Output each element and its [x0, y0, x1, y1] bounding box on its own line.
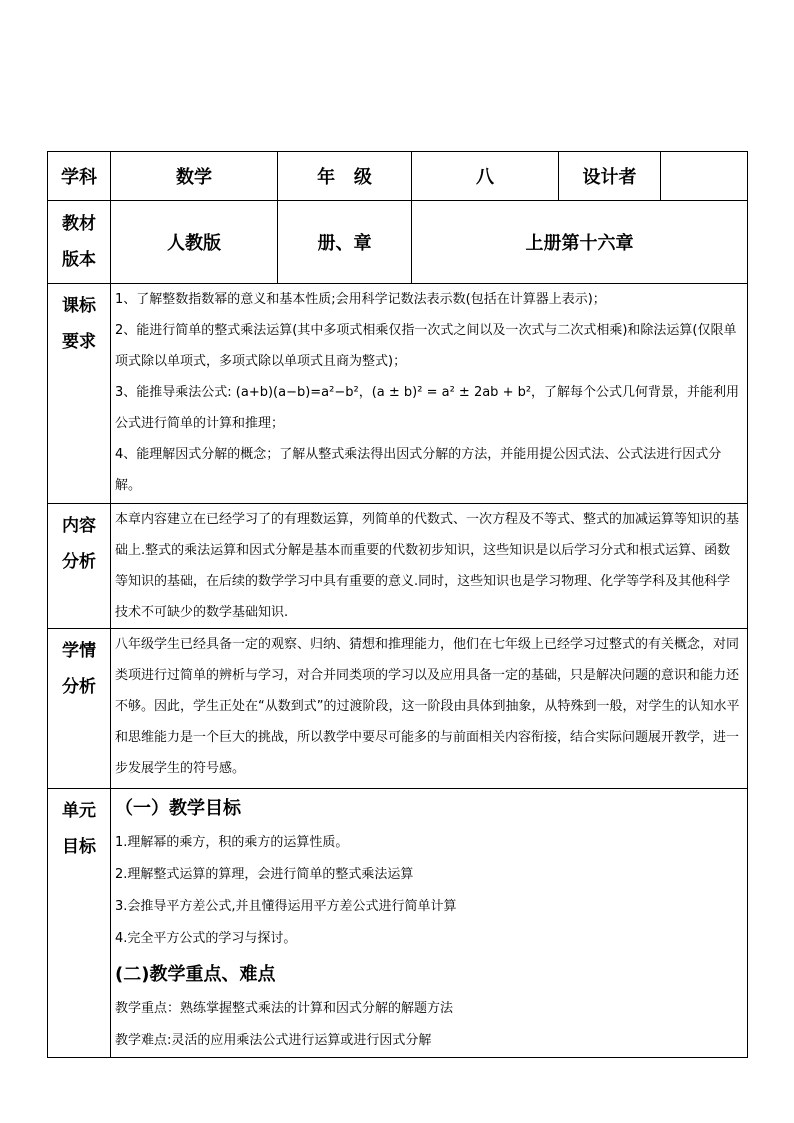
edition-label-line1: 教材 — [62, 214, 96, 234]
goal-item-2: 2.理解整式运算的算理，会进行简单的整式乘法运算 — [115, 867, 414, 882]
standards-label-line2: 要求 — [62, 332, 96, 352]
designer-value — [661, 152, 748, 201]
goal-item-3: 3.会推导平方差公式,并且懂得运用平方差公式进行简单计算 — [115, 899, 457, 914]
content-analysis-text: 本章内容建立在已经学习了的有理数运算，列简单的代数式、一次方程及不等式、整式的加减运算等知识的基础上.整式的乘法运算和因式分解是基本而重要的代数初步知识，这些知识是以后学习分式和根式运算、函数等知识的基础，在后续的数学学习中具有重要的意义.同时，这些知识也是学习物理、化学等学科及其他科学技术不可缺少的数学基础知识. — [111, 504, 748, 629]
student-analysis-label-line1: 学情 — [62, 641, 96, 661]
edition-label — [48, 201, 111, 284]
content-analysis-row — [48, 504, 748, 629]
goal-item-1: 1.理解幂的乘方，积的乘方的运算性质。 — [115, 835, 349, 850]
chapter-label: 册、章 — [278, 201, 412, 284]
standard-item-2: 2、能进行简单的整式乘法运算(其中多项式相乘仅指一次式之间以及一次式与二次式相乘)和除法运算(仅限单项式除以单项式，多项式除以单项式且商为整式)； — [115, 323, 737, 369]
standards-label-line1: 课标 — [62, 296, 96, 316]
grade-value: 八 — [412, 152, 559, 201]
standards-label — [48, 284, 111, 504]
student-analysis-row — [48, 629, 748, 789]
teaching-goals-title: （一）教学目标 — [115, 798, 241, 819]
subject-label: 学科 — [48, 152, 111, 201]
unit-goals-label-line2: 目标 — [62, 837, 96, 857]
grade-label: 年 级 — [278, 152, 412, 201]
unit-goals-label-line1: 单元 — [62, 801, 96, 821]
edition-label-line2: 版本 — [62, 250, 96, 270]
edition-row — [48, 201, 748, 284]
standard-item-4: 4、能理解因式分解的概念；了解从整式乘法得出因式分解的方法，并能用提公因式法、公式法进行因式分解。 — [115, 447, 722, 493]
content-analysis-label — [48, 504, 111, 629]
content-analysis-label-line2: 分析 — [62, 552, 96, 572]
standards-row — [48, 284, 748, 504]
unit-goals-label — [48, 789, 111, 1058]
key-point: 教学重点：熟练掌握整式乘法的计算和因式分解的解题方法 — [115, 1001, 454, 1016]
chapter-value: 上册第十六章 — [412, 201, 748, 284]
standard-item-1: 1、了解整数指数幂的意义和基本性质;会用科学记数法表示数(包括在计算器上表示)； — [115, 292, 606, 307]
difficulty: 教学难点:灵活的应用乘法公式进行运算或进行因式分解 — [115, 1033, 432, 1048]
standard-item-3: 3、能推导乘法公式: (a+b)(a−b)=a²−b²，(a ± b)² = a² ± 2ab + b²，了解每个公式几何背景，并能利用公式进行简单的计算和推理； — [115, 385, 740, 431]
student-analysis-label-line2: 分析 — [62, 677, 96, 697]
key-points-title: (二)教学重点、难点 — [115, 964, 276, 985]
unit-goals-row — [48, 789, 748, 1058]
student-analysis-label — [48, 629, 111, 789]
goal-item-4: 4.完全平方公式的学习与探讨。 — [115, 931, 297, 946]
content-analysis-label-line1: 内容 — [62, 516, 96, 536]
edition-value: 人教版 — [111, 201, 278, 284]
unit-goals-content — [111, 789, 748, 1058]
lesson-design-table — [47, 151, 748, 1058]
header-row — [48, 152, 748, 201]
designer-label: 设计者 — [559, 152, 661, 201]
student-analysis-text: 八年级学生已经具备一定的观察、归纳、猜想和推理能力，他们在七年级上已经学习过整式的有关概念，对同类项进行过简单的辨析与学习，对合并同类项的学习以及应用具备一定的基础，只是解决问题的意识和能力还不够。因此，学生正处在“从数到式”的过渡阶段，这一阶段由具体到抽象，从特殊到一般，对学生的认知水平和思维能力是一个巨大的挑战，所以教学中要尽可能多的与前面相关内容衔接，结合实际问题展开教学，进一步发展学生的符号感。 — [111, 629, 748, 789]
standards-content — [111, 284, 748, 504]
subject-value: 数学 — [111, 152, 278, 201]
